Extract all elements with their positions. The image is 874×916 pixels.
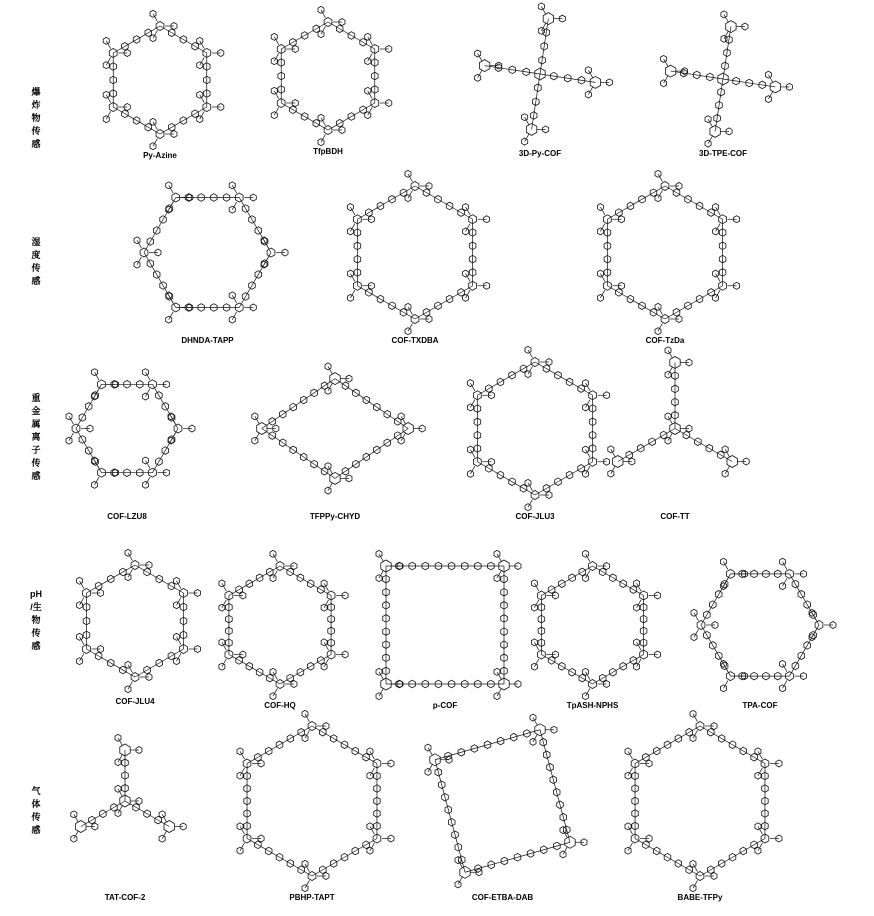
molecular-framework-drawing [130, 172, 285, 335]
structure-tpa-cof [660, 552, 860, 712]
structure-cof-lzu8 [62, 348, 192, 523]
structure-tfpbdh [248, 8, 408, 158]
molecular-framework-drawing [85, 12, 235, 150]
molecular-framework-drawing [65, 548, 205, 696]
structure-caption: p-COF [432, 701, 458, 710]
structure-cof-etba-dab [410, 712, 595, 904]
structure-caption: Py-Azine [143, 151, 177, 160]
row-label-3: pH /生 物 传 感 [30, 589, 42, 651]
molecular-framework-drawing [660, 552, 860, 700]
structure-caption: DHNDA-TAPP [181, 336, 234, 345]
structure-3d-tpe-cof [643, 12, 803, 160]
row-label-2: 重 金 属 离 子 传 感 [31, 393, 41, 481]
structure-caption: TPA-COF [742, 701, 778, 710]
structure-caption: TfpBDH [313, 147, 343, 156]
molecular-framework-drawing [60, 712, 190, 892]
structure-caption: COF-JLU4 [115, 697, 155, 706]
structure-tat-cof-2 [60, 712, 190, 904]
structure-caption: COF-TXDBA [391, 336, 439, 345]
structure-3d-py-cof [470, 2, 610, 160]
structure-caption: 3D-Py-COF [518, 149, 562, 158]
molecular-framework-drawing [205, 552, 355, 700]
row-label-0: 爆 炸 物 传 感 [31, 87, 41, 149]
structure-caption: TAT-COF-2 [104, 893, 146, 902]
molecular-framework-drawing [248, 8, 408, 146]
molecular-framework-drawing [595, 348, 755, 511]
molecular-framework-drawing [643, 12, 803, 148]
structure-babe-tfpy [600, 712, 800, 904]
molecular-framework-drawing [212, 712, 412, 892]
structure-caption: TpASH-NPHS [566, 701, 619, 710]
structure-pbhp-tapt [212, 712, 412, 904]
structure-caption: 3D-TPE-COF [699, 149, 747, 158]
row-label-1: 湿 度 传 感 [31, 237, 41, 286]
structure-tpash-nphs [510, 552, 675, 712]
structure-caption: COF-TzDa [645, 336, 685, 345]
row-label-4: 气 体 传 感 [31, 786, 41, 835]
structure-dhnda-tapp [130, 172, 285, 347]
molecular-framework-drawing [62, 348, 192, 511]
molecular-framework-drawing [320, 172, 510, 335]
structure-py-azine [85, 12, 235, 162]
structure-caption: COF-TT [660, 512, 690, 521]
molecular-framework-drawing [470, 2, 610, 148]
structure-cof-tzda [570, 172, 760, 347]
molecular-framework-drawing [410, 712, 595, 892]
structure-cof-txdba [320, 172, 510, 347]
structure-cof-jlu4 [65, 548, 205, 708]
structure-caption: COF-LZU8 [107, 512, 147, 521]
structure-caption: PBHP-TAPT [289, 893, 335, 902]
molecular-framework-drawing [600, 712, 800, 892]
molecular-framework-drawing [510, 552, 675, 700]
structure-caption: COF-ETBA-DAB [471, 893, 534, 902]
structure-caption: COF-HQ [264, 701, 296, 710]
structure-tfppy-chyd [230, 348, 440, 523]
structure-caption: COF-JLU3 [515, 512, 555, 521]
structure-caption: BABE-TFPy [677, 893, 723, 902]
molecular-framework-drawing [230, 348, 440, 511]
structure-caption: TFPPy-CHYD [309, 512, 361, 521]
structure-cof-tt [595, 348, 755, 523]
structure-cof-hq [205, 552, 355, 712]
molecular-framework-drawing [570, 172, 760, 335]
